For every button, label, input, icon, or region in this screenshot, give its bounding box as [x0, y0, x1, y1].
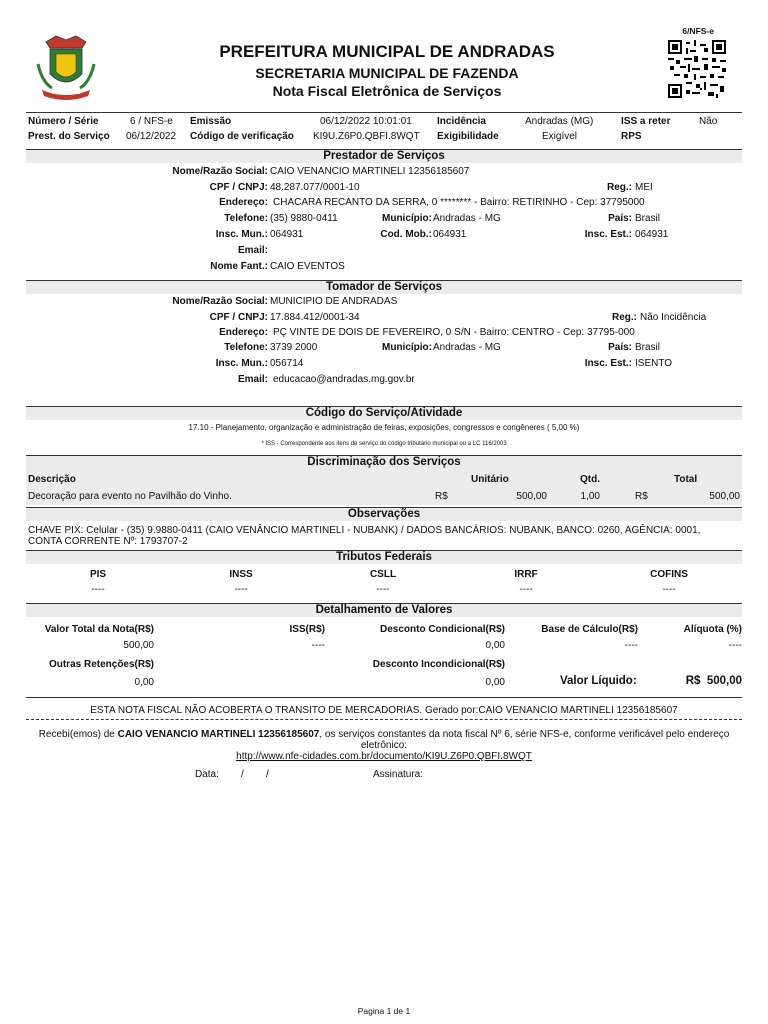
tributo-inss-label: INSS — [229, 569, 253, 580]
prestador-municipio: Andradas - MG — [433, 213, 501, 224]
prestador-reg: MEI — [635, 182, 653, 193]
tomador-section-title: Tomador de Serviços — [26, 280, 742, 294]
tomador-nome-label: Nome/Razão Social: — [172, 296, 268, 307]
prestador-nome-fant: CAIO EVENTOS — [270, 261, 345, 272]
prestador-cpf: 48.287.077/0001-10 — [270, 182, 360, 193]
item-descricao: Decoração para evento no Pavilhão do Vinho. — [28, 491, 232, 502]
outras-retencoes: 0,00 — [134, 677, 154, 688]
col-qtd-header: Qtd. — [580, 474, 600, 485]
servico-section-title: Código do Serviço/Atividade — [26, 406, 742, 420]
tomador-reg: Não Incidência — [640, 312, 707, 323]
tributo-pis-label: PIS — [89, 569, 107, 580]
incidencia-value: Andradas (MG) — [525, 116, 594, 127]
tributo-csll-value: ---- — [376, 584, 390, 595]
aviso-transito: ESTA NOTA FISCAL NÃO ACOBERTA O TRANSITO DE MERCADORIAS. Gerado por:CAIO VENANCIO MARTINELI 12356185607 — [90, 705, 678, 716]
document-type-label: 6/NFS-e — [682, 26, 714, 36]
aliquota-label: Alíquota (%) — [683, 624, 742, 635]
prestador-cod-mob-label: Cod. Mob.: — [380, 229, 432, 240]
prest-servico-label: Prest. do Serviço — [28, 131, 110, 142]
desconto-condicional-label: Desconto Condicional(R$) — [379, 624, 505, 635]
tomador-telefone-label: Telefone: — [224, 342, 268, 353]
prestador-cpf-label: CPF / CNPJ: — [209, 182, 268, 193]
tomador-insc-est-label: Insc. Est.: — [584, 358, 632, 369]
item-qtd: 1,00 — [580, 491, 600, 502]
tributo-csll-label: CSLL — [369, 569, 397, 580]
iss-value: ---- — [311, 640, 325, 651]
observacoes-section-title: Observações — [26, 507, 742, 521]
tributo-inss-value: ---- — [234, 584, 248, 595]
prestador-section-title: Prestador de Serviços — [26, 149, 742, 163]
prestador-reg-label: Reg.: — [607, 182, 632, 193]
prestador-endereco-label: Endereço: — [219, 197, 268, 208]
base-calculo: ---- — [624, 640, 638, 651]
verification-url-link[interactable]: http://www.nfe-cidades.com.br/documento/KI9U.Z6P0.QBFI.8WQT — [236, 751, 532, 762]
qr-code — [668, 40, 726, 98]
tomador-email-label: Email: — [237, 374, 268, 385]
tributo-irrf-value: ---- — [519, 584, 533, 595]
recebimento-prefixo: Recebi(emos) de — [38, 729, 118, 740]
tomador-insc-est: ISENTO — [635, 358, 673, 369]
codigo-verificacao-value: KI9U.Z6P0.QBFI.8WQT — [313, 131, 420, 142]
tomador-endereco: PÇ VINTE DE DOIS DE FEVEREIRO, 0 S/N - Bairro: CENTRO - Cep: 37795-000 — [273, 327, 635, 338]
data-value: / / — [241, 769, 269, 780]
tomador-municipio: Andradas - MG — [433, 342, 501, 353]
observacoes-line-1: CHAVE PIX: Celular - (35) 9.9880-0411 (CAIO VENÂNCIO MARTINELI - NUBANK) / DADOS BANCÁRIOS: NUBANK, BANCO: 0260, AGÊNCIA: 0001, — [28, 525, 701, 536]
valor-liquido-label: Valor Líquido: — [560, 675, 637, 687]
item-unitario: 500,00 — [516, 491, 547, 502]
iss-reter-label: ISS a reter — [621, 116, 671, 127]
prestador-email-label: Email: — [237, 245, 268, 256]
tomador-insc-mun-label: Insc. Mun.: — [215, 358, 268, 369]
recebimento-linha-2: eletrônico: — [360, 740, 408, 751]
assinatura-label: Assinatura: — [373, 769, 424, 780]
tributo-irrf-label: IRRF — [514, 569, 538, 580]
seal-ribbon-text: ANDRADAS — [52, 90, 81, 96]
valor-liquido: R$ 500,00 — [685, 675, 742, 687]
tributo-cofins-value: ---- — [662, 584, 676, 595]
outras-retencoes-label: Outras Retenções(R$) — [48, 659, 154, 670]
prestador-insc-mun: 064931 — [270, 229, 304, 240]
tributos-section-title: Tributos Federais — [26, 550, 742, 564]
discriminacao-section-title: Discriminação dos Serviços — [26, 455, 742, 469]
tomador-municipio-label: Município: — [382, 342, 432, 353]
page-title: PREFEITURA MUNICIPAL DE ANDRADAS — [219, 42, 555, 61]
tomador-pais: Brasil — [635, 342, 661, 353]
prestador-insc-est: 064931 — [635, 229, 669, 240]
codigo-verificacao-label: Código de verificação — [190, 131, 294, 142]
emissao-label: Emissão — [190, 116, 232, 127]
recebimento-nome: CAIO VENANCIO MARTINELI 12356185607 — [117, 729, 320, 740]
observacoes-line-2: CONTA CORRENTE Nº: 1793707-2 — [28, 536, 188, 547]
col-descricao-header: Descrição — [28, 474, 76, 485]
prestador-nome: CAIO VENANCIO MARTINELI 12356185607 — [270, 166, 470, 177]
prestador-pais: Brasil — [635, 213, 661, 224]
servico-nota-iss: * ISS - Correspondente aos itens de serviço do código tributário municipal ou a LC 116/2003 — [261, 441, 507, 447]
tomador-insc-mun: 056714 — [270, 358, 304, 369]
tomador-cpf-label: CPF / CNPJ: — [209, 312, 268, 323]
base-calculo-label: Base de Cálculo(R$) — [541, 624, 638, 635]
desconto-condicional: 0,00 — [485, 640, 505, 651]
item-total-currency: R$ — [635, 491, 648, 502]
iss-label: ISS(R$) — [289, 624, 325, 635]
exigibilidade-value: Exigível — [542, 131, 578, 142]
tributo-cofins-label: COFINS — [650, 569, 688, 580]
recebimento-texto — [26, 729, 742, 751]
document-title: Nota Fiscal Eletrônica de Serviços — [272, 83, 502, 99]
valores-section-title: Detalhamento de Valores — [26, 603, 742, 617]
tomador-pais-label: País: — [608, 342, 632, 353]
prestador-telefone: (35) 9880-0411 — [270, 213, 338, 224]
servico-descricao: 17.10 - Planejamento, organização e administração de feiras, exposições, congressos e congêneres ( 5,00 %) — [188, 423, 580, 432]
prestador-insc-est-label: Insc. Est.: — [584, 229, 632, 240]
tributo-pis-value: ---- — [91, 584, 105, 595]
prestador-pais-label: País: — [608, 213, 632, 224]
prestador-nome-label: Nome/Razão Social: — [172, 166, 268, 177]
iss-reter-value: Não — [699, 116, 718, 127]
prestador-municipio-label: Município: — [382, 213, 432, 224]
incidencia-label: Incidência — [437, 116, 486, 127]
emissao-value: 06/12/2022 10:01:01 — [320, 116, 412, 127]
rps-label: RPS — [621, 131, 642, 142]
recebimento-sufixo: , os serviços constantes da nota fiscal Nº 6, série NFS-e, conforme verificável pelo endereço — [319, 729, 730, 740]
data-label: Data: — [195, 769, 219, 780]
tomador-reg-label: Reg.: — [612, 312, 637, 323]
desconto-incondicional: 0,00 — [485, 677, 505, 688]
page-number: Pagina 1 de 1 — [357, 1006, 411, 1016]
prestador-endereco: CHACARA RECANTO DA SERRA, 0 ******** - Bairro: RETIRINHO - Cep: 37795000 — [273, 197, 645, 208]
tomador-nome: MUNICIPIO DE ANDRADAS — [270, 296, 398, 307]
aliquota: ---- — [728, 640, 742, 651]
prest-servico-value: 06/12/2022 — [126, 131, 177, 142]
page-subtitle: SECRETARIA MUNICIPAL DE FAZENDA — [255, 65, 519, 81]
prestador-nome-fant-label: Nome Fant.: — [210, 261, 268, 272]
tomador-cpf: 17.884.412/0001-34 — [270, 312, 360, 323]
item-unitario-currency: R$ — [435, 491, 448, 502]
col-unitario-header: Unitário — [471, 474, 509, 485]
tomador-email: educacao@andradas.mg.gov.br — [273, 374, 415, 385]
prestador-insc-mun-label: Insc. Mun.: — [215, 229, 268, 240]
valor-total: 500,00 — [123, 640, 154, 651]
tomador-endereco-label: Endereço: — [219, 327, 268, 338]
valor-total-label: Valor Total da Nota(R$) — [44, 624, 154, 635]
col-total-header: Total — [674, 474, 698, 485]
item-total: 500,00 — [709, 491, 740, 502]
desconto-incondicional-label: Desconto Incondicional(R$) — [372, 659, 505, 670]
prestador-telefone-label: Telefone: — [224, 213, 268, 224]
numero-serie-label: Número / Série — [28, 116, 99, 127]
tomador-telefone: 3739 2000 — [270, 342, 318, 353]
exigibilidade-label: Exigibilidade — [437, 131, 499, 142]
numero-serie-value: 6 / NFS-e — [130, 116, 173, 127]
prestador-cod-mob: 064931 — [433, 229, 467, 240]
